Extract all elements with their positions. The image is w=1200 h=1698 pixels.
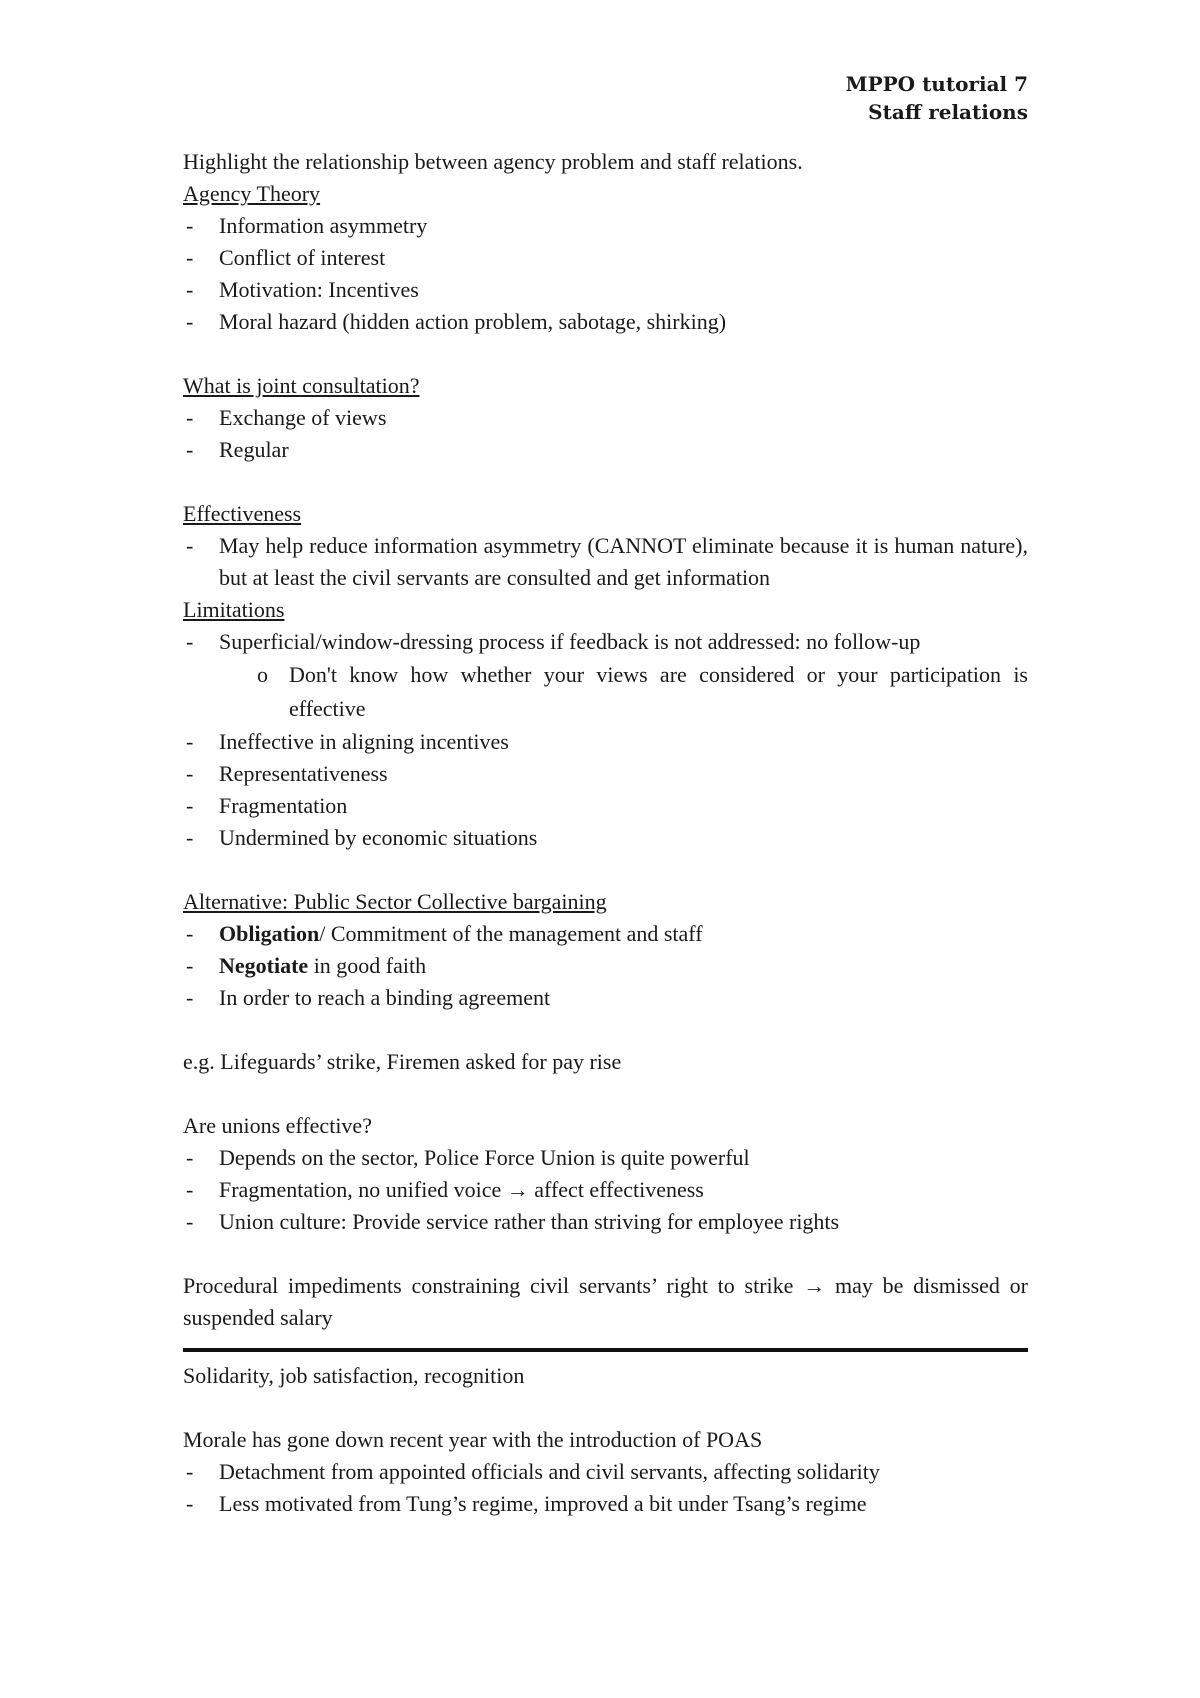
list-item: - Less motivated from Tung’s regime, improved a bit under Tsang’s regime [183,1488,1028,1520]
effectiveness-list [183,530,1028,594]
header-topic: Staff relations [868,100,1028,124]
list-item: - Fragmentation [183,790,1028,822]
list-item: - In order to reach a binding agreement [183,982,1028,1014]
bold-term: Negotiate [219,953,309,978]
list-item: - Obligation/ Commitment of the management and staff [183,918,1028,950]
arrow-right-icon: → [506,1177,529,1202]
limitations-list-continued [183,726,1028,854]
limitations-list [183,626,1028,658]
effectiveness-heading: Effectiveness [183,501,302,526]
morale-heading: Morale has gone down recent year with the introduction of POAS [183,1427,763,1452]
list-item: - Superficial/window-dressing process if feedback is not addressed: no follow-up [183,626,1028,658]
list-item: - Union culture: Provide service rather than striving for employee rights [183,1206,1028,1238]
list-item: - May help reduce information asymmetry (CANNOT eliminate because it is human nature), but at least the civil servants are consulted and get information [183,530,1028,594]
list-item: - Exchange of views [183,402,1028,434]
document-header [845,70,1028,126]
list-item: - Ineffective in aligning incentives [183,726,1028,758]
list-item: - Detachment from appointed officials and civil servants, affecting solidarity [183,1456,1028,1488]
joint-consultation-list [183,402,1028,466]
list-item: - Fragmentation, no unified voice → affect effectiveness [183,1174,1028,1206]
list-item: - Information asymmetry [183,210,1028,242]
limitations-sublist [183,658,1028,726]
agency-theory-list [183,210,1028,338]
procedural-paragraph: Procedural impediments constraining civil servants’ right to strike → may be dismissed or suspended salary [183,1273,1028,1330]
header-course: MPPO tutorial 7 [845,72,1028,96]
example-line: e.g. Lifeguards’ strike, Firemen asked for pay rise [183,1049,622,1074]
sub-list-item [183,658,1028,726]
morale-list [183,1456,1028,1520]
list-item: - Negotiate in good faith [183,950,1028,982]
list-item: - Moral hazard (hidden action problem, sabotage, shirking) [183,306,1028,338]
list-item: - Representativeness [183,758,1028,790]
alternative-heading: Alternative: Public Sector Collective bargaining [183,889,607,914]
arrow-right-icon: → [803,1273,826,1298]
intro-question: Highlight the relationship between agency problem and staff relations. [183,149,803,174]
bold-term: Obligation [219,921,320,946]
joint-consultation-heading: What is joint consultation? [183,373,420,398]
list-item: - Conflict of interest [183,242,1028,274]
list-item: - Motivation: Incentives [183,274,1028,306]
alternative-list [183,918,1028,1014]
unions-heading: Are unions effective? [183,1113,372,1138]
horizontal-divider [183,1348,1028,1352]
document-body [183,146,1028,1520]
limitations-heading: Limitations [183,597,285,622]
agency-theory-heading: Agency Theory [183,181,321,206]
sub-list-item-text: o Don't know how whether your views are considered or your participation is effective [289,662,1028,721]
list-item: - Undermined by economic situations [183,822,1028,854]
list-item: - Regular [183,434,1028,466]
solidarity-line: Solidarity, job satisfaction, recognition [183,1363,525,1388]
list-item: - Depends on the sector, Police Force Union is quite powerful [183,1142,1028,1174]
unions-list [183,1142,1028,1238]
